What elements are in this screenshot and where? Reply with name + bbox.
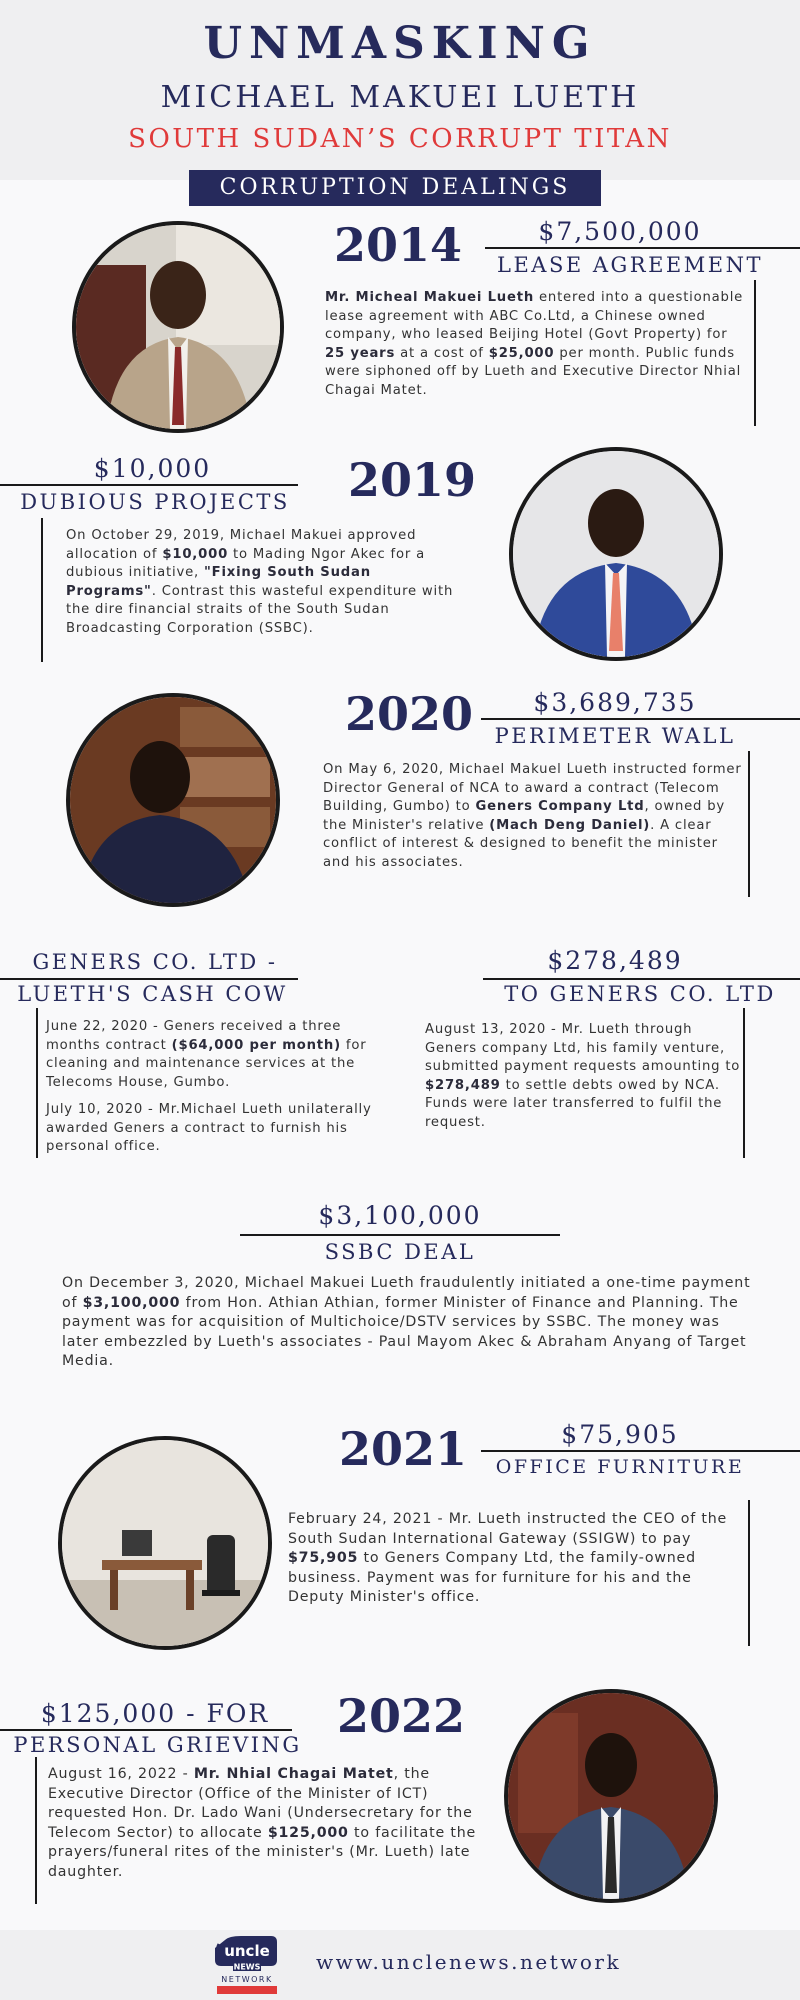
divider <box>754 280 756 426</box>
divider <box>481 1450 800 1452</box>
svg-text:NETWORK: NETWORK <box>221 1975 273 1984</box>
text-2019: On October 29, 2019, Michael Makuei approved allocation of $10,000 to Mading Ngor Akec for a dubious initiative, "Fixing South Sudan Programs". Contrast this wasteful expenditure with the dire financial straits of the South Sudan Broadcasting Corporation (SSBC). <box>66 528 454 636</box>
text-2021: February 24, 2021 - Mr. Lueth instructed the CEO of the South Sudan International Gateway (SSIGW) to pay $75,905 to Geners Company Ltd, the family-owned business. Payment was for furniture for his and the Deputy Minister's office. <box>288 1511 728 1605</box>
divider <box>748 1500 750 1646</box>
divider <box>748 751 750 897</box>
svg-text:NEWS: NEWS <box>233 1962 261 1972</box>
title-name: MICHAEL MAKUEI LUETH <box>160 80 640 115</box>
text-2020: On May 6, 2020, Michael Makuel Lueth instructed former Director General of NCA to award a contract (Telecom Building, Gumbo) to Geners Company Ltd, owned by the Minister's relative (Mach Deng Daniel). A clear conflict of interest & designed to benefit the minister and his associates. <box>323 762 742 870</box>
divider <box>485 247 800 249</box>
divider <box>0 484 298 486</box>
photo-michael-makuei <box>72 221 284 433</box>
amount-2021: $75,905 <box>561 1420 679 1449</box>
year-2019: 2019 <box>348 453 477 507</box>
subhead-office-furniture: OFFICE FURNITURE <box>495 1456 745 1478</box>
divider <box>483 978 800 980</box>
photo-mading-ngor <box>509 447 723 661</box>
amount-2020: $3,689,735 <box>533 688 697 717</box>
text-geners-1: June 22, 2020 - Geners received a three months contract ($64,000 per month) for cleaning and maintenance services at the Telecoms House, Gumbo. <box>46 1019 367 1090</box>
text-2014: Mr. Micheal Makuei Lueth entered into a questionable lease agreement with ABC Co.Ltd, a Chinese owned company, who leased Beijing Hotel (Govt Property) for 25 years at a cost of $25,000 per month. Public funds were siphoned off by Lueth and Executive Director Nhial Chagai Matet. <box>325 290 744 398</box>
divider <box>240 1234 560 1236</box>
subhead-lease-agreement: LEASE AGREEMENT <box>497 253 763 277</box>
amount-to-geners: $278,489 <box>547 946 683 975</box>
text-to-geners: August 13, 2020 - Mr. Lueth through Geners company Ltd, his family venture, submitted payment requests amounting to $278,489 to settle debts owed by NCA. Funds were later transferred to fulfil the request. <box>425 1022 741 1130</box>
divider <box>35 1757 37 1904</box>
year-2020: 2020 <box>345 687 474 741</box>
year-2022: 2022 <box>337 1689 466 1743</box>
divider <box>36 1008 38 1158</box>
divider <box>0 1729 292 1731</box>
title-unmasking: UNMASKING <box>203 18 597 69</box>
subhead-ssbc-deal: SSBC DEAL <box>324 1240 476 1264</box>
amount-2014: $7,500,000 <box>538 217 702 246</box>
year-2014: 2014 <box>334 218 463 272</box>
divider <box>0 978 298 980</box>
divider <box>481 718 800 720</box>
divider <box>41 518 43 662</box>
photo-nhial-chagai <box>504 1689 718 1903</box>
text-geners-2: July 10, 2020 - Mr.Michael Lueth unilaterally awarded Geners a contract to furnish his personal office. <box>46 1102 372 1154</box>
subhead-to-geners: TO GENERS CO. LTD <box>504 982 776 1006</box>
title-subtitle: SOUTH SUDAN’S CORRUPT TITAN <box>128 124 672 154</box>
subhead-geners-2: LUETH'S CASH COW <box>17 982 288 1006</box>
amount-2022: $125,000 - FOR <box>40 1699 270 1728</box>
uncle-news-logo <box>211 1934 283 1996</box>
text-ssbc: On December 3, 2020, Michael Makuei Lueth fraudulently initiated a one-time payment of $3,100,000 from Hon. Athian Athian, former Minister of Finance and Planning. The payment was for acquisition of Multichoice/DSTV services by SSBC. The money was later embezzled by Lueth's associates - Paul Mayom Akec & Abraham Anyang of Target Media. <box>62 1275 751 1369</box>
subhead-personal-grieving: PERSONAL GRIEVING <box>13 1733 302 1757</box>
text-2022: August 16, 2022 - Mr. Nhial Chagai Matet, the Executive Director (Office of the Minister of ICT) requested Hon. Dr. Lado Wani (Undersecretary for the Telecom Sector) to allocate $125,000 to facilitate the prayers/funeral rites of the minister's (Mr. Lueth) late daughter. <box>48 1766 477 1880</box>
subhead-perimeter-wall: PERIMETER WALL <box>494 724 736 748</box>
subhead-dubious-projects: DUBIOUS PROJECTS <box>20 490 290 514</box>
photo-office-furniture <box>58 1436 272 1650</box>
svg-text:uncle: uncle <box>224 1942 270 1960</box>
amount-ssbc: $3,100,000 <box>318 1201 482 1230</box>
footer-website-link[interactable]: www.unclenews.network <box>316 1950 622 1974</box>
corruption-dealings-banner: CORRUPTION DEALINGS <box>189 170 601 206</box>
year-2021: 2021 <box>339 1422 468 1476</box>
amount-2019: $10,000 <box>93 454 212 483</box>
photo-michael-lueth-library <box>66 693 280 907</box>
subhead-geners-1: GENERS CO. LTD - <box>32 950 278 974</box>
